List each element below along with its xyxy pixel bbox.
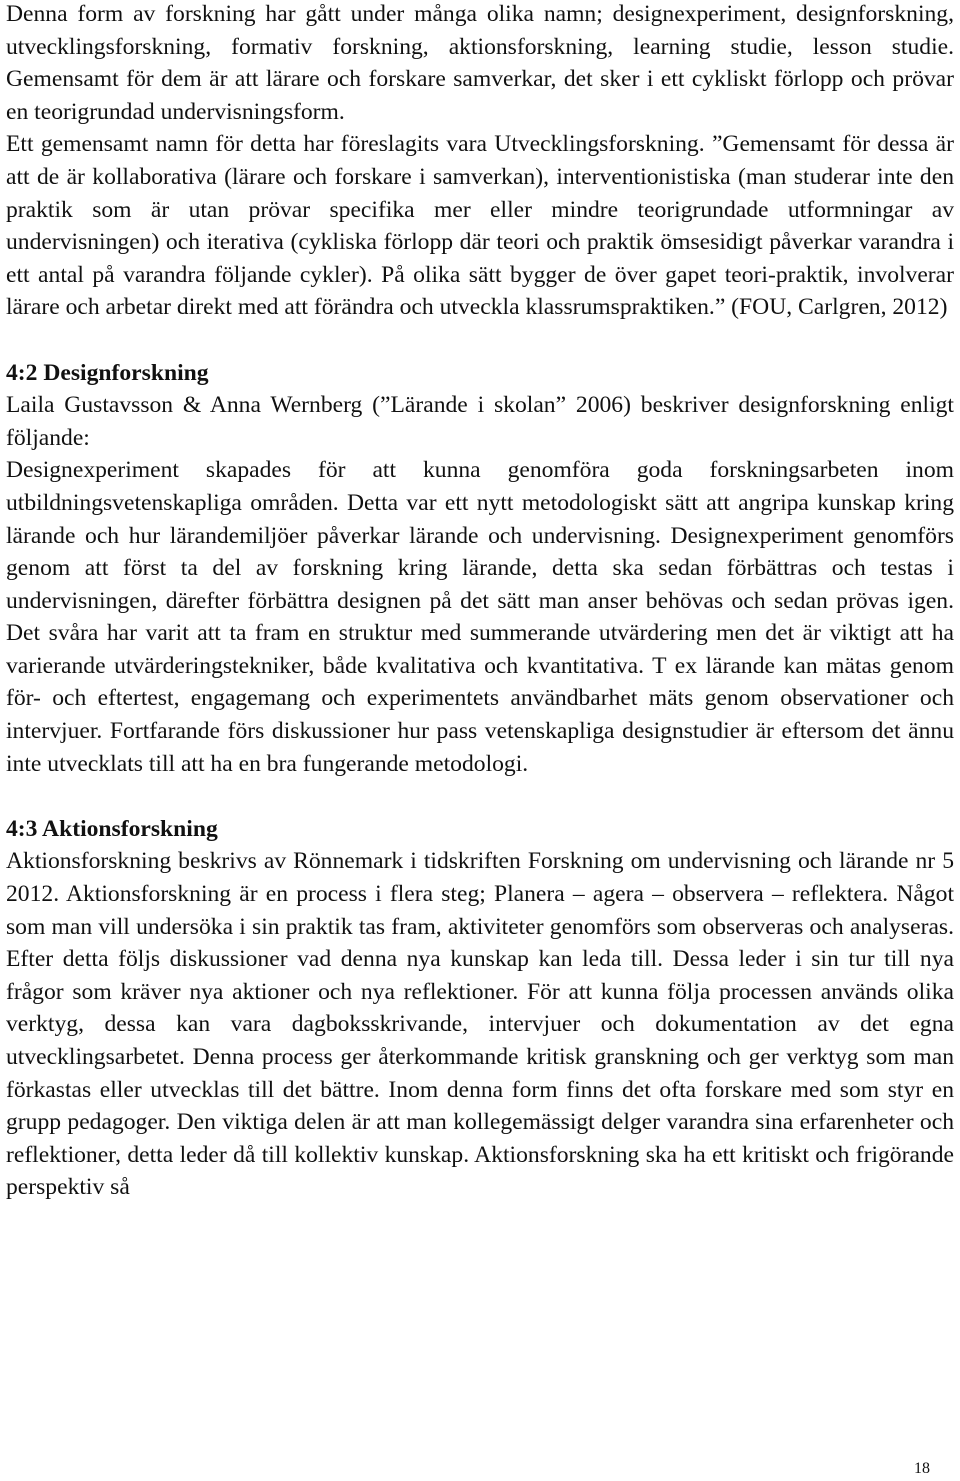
design-paragraph-body: Designexperiment skapades för att kunna genomföra goda forskningsarbeten inom utbildningsvetenskapliga områden. Detta var ett nytt metodologiskt sätt att angripa kunskap kring lärande och hur lärandemiljöer påverkar lärande och undervisning. Designexperiment genomförs genom att först ta del av forskning kring lärande, detta ska sedan förbättras och testas i undervisningen, därefter förbättra designen på det sätt man anser behövas och sedan prövas igen. Det svåra har varit att ta fram en struktur med summerande utvärdering men det är viktigt att ha varierande utvärderingstekniker, både kvalitativa och kvantitativa. T ex lärande kan mätas genom för- och eftertest, engagemang och experimentets användbarhet mäts genom observationer och intervjuer. Fortfarande förs diskussioner hur pass vetenskapliga designstudier är eftersom det ännu inte utvecklats till att ha en bra fungerande metodologi.: [6, 457, 954, 777]
section-spacer: [6, 780, 954, 813]
design-paragraph-intro: Laila Gustavsson & Anna Wernberg (”Lärande i skolan” 2006) beskriver designforskning enligt följande:: [6, 392, 954, 451]
intro-paragraph-quote: Ett gemensamt namn för detta har föreslagits vara Utvecklingsforskning. ”Gemensamt för dessa är att de är kollaborativa (lärare och forskare i samverkan), interventionistiska (man studerar inte den praktik som är utan prövar specifika mer eller mindre teorigrundade utformningar av undervisningen) och iterativa (cykliska förlopp där teori och praktik ömsesidigt påverkar varandra i ett antal på varandra följande cykler). På olika sätt bygger de över gapet teori-praktik, involverar lärare och arbetar direkt med att förändra och utveckla klassrumspraktiken.” (FOU, Carlgren, 2012): [6, 131, 954, 321]
document-page: [6, 0, 954, 1204]
action-paragraph-body: Aktionsforskning beskrivs av Rönnemark i tidskriften Forskning om undervisning och lärande nr 5 2012. Aktionsforskning är en process i flera steg; Planera – agera – observera – reflektera. Något som man vill undersöka i sin praktik tas fram, aktiviteter genomförs som observeras och analyseras. Efter detta följs diskussioner vad denna nya kunskap kan leda till. Dessa leder i sin tur till nya frågor som kräver nya aktioner och nya reflektioner. För att kunna följa processen används olika verktyg, dessa kan vara dagboksskrivande, intervjuer och dokumentation av det egna utvecklingsarbetet. Denna process ger återkommande kritisk granskning och ger verktyg som man förkastas eller utvecklas till det bättre. Inom denna form finns det ofta forskare med som styr en grupp pedagoger. Den viktiga delen är att man kollegemässigt delger varandra sina erfarenheter och reflektioner, detta leder då till kollektiv kunskap. Aktionsforskning ska ha ett kritiskt och frigörande perspektiv så: [6, 848, 954, 1201]
page-number: 18: [914, 1460, 930, 1477]
section-heading-designforskning: 4:2 Designforskning: [6, 359, 209, 386]
intro-paragraph: Denna form av forskning har gått under många olika namn; designexperiment, designforskning, utvecklingsforskning, formativ forskning, aktionsforskning, learning studie, lesson studie. Gemensamt för dem är att lärare och forskare samverkar, det sker i ett cykliskt förlopp och prövar en teorigrundad undervisningsform.: [6, 1, 954, 125]
section-spacer: [6, 324, 954, 357]
section-heading-aktionsforskning: 4:3 Aktionsforskning: [6, 815, 218, 842]
